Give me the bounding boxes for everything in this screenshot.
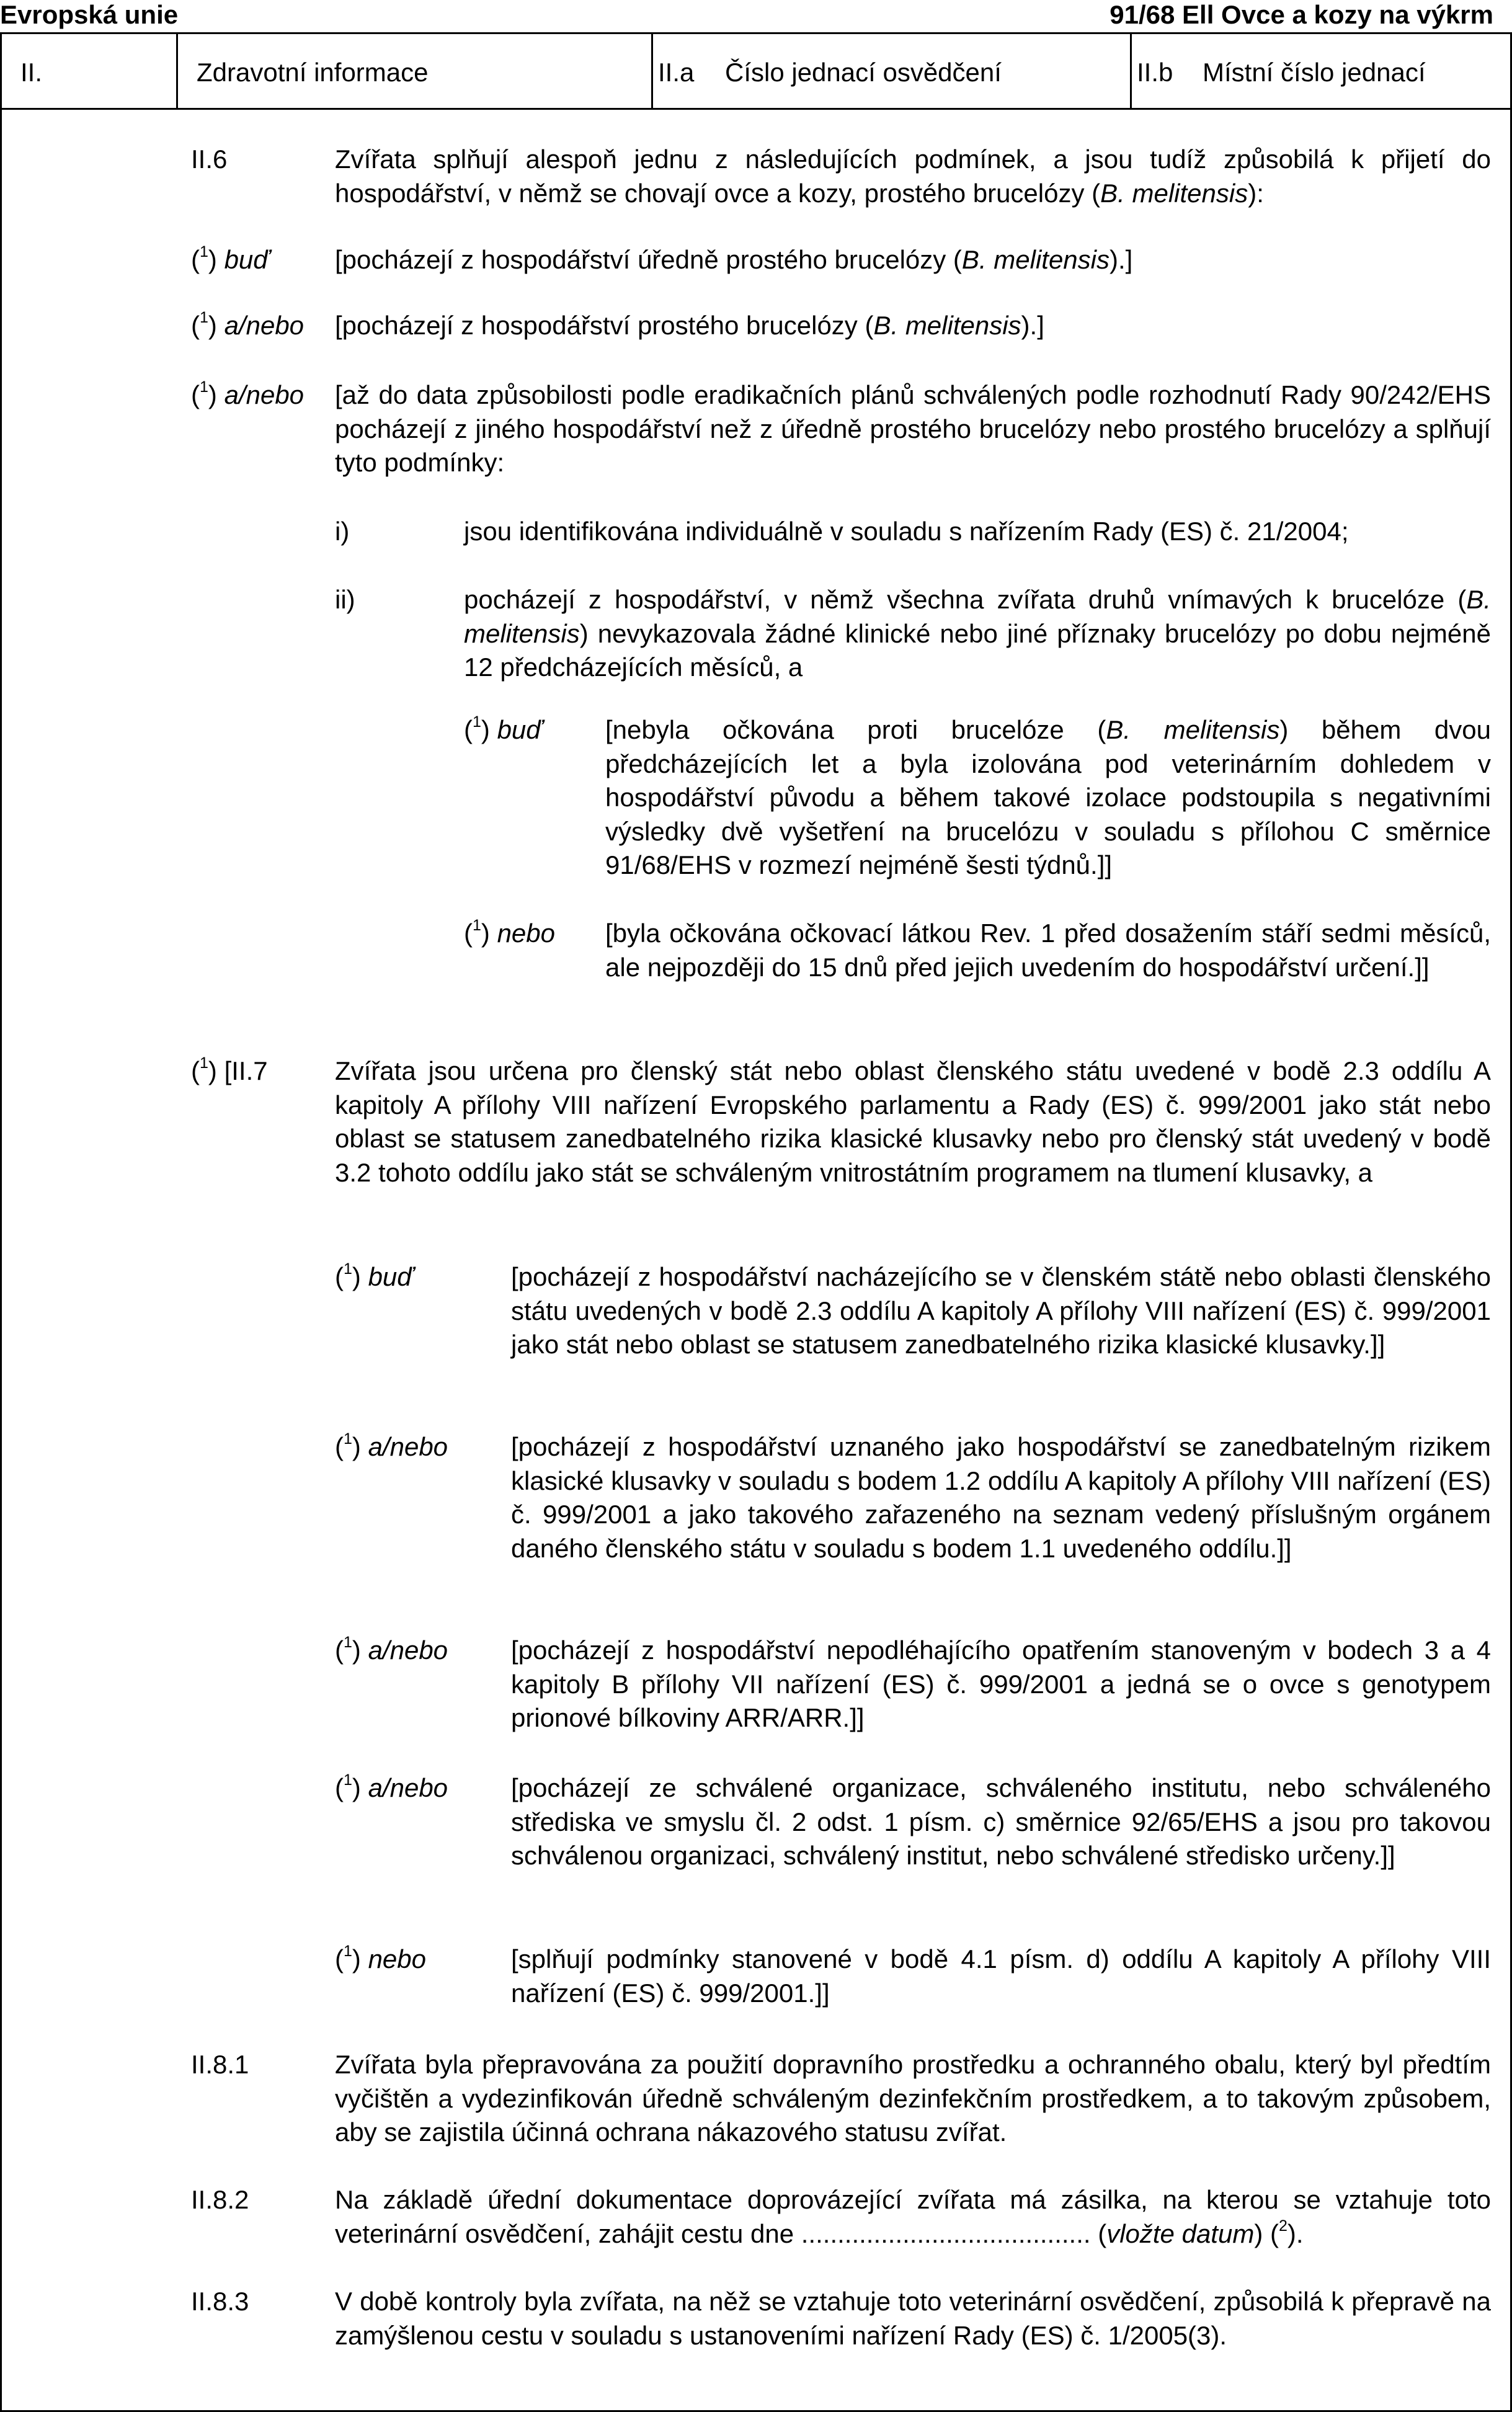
item-ii8-3-text: V době kontroly byla zvířata, na něž se vztahuje toto veterinární osvědčení, způsobilá k přepravě na zamýšlenou cestu v souladu s ustanoveními nařízení Rady (ES) č. 1/2005(3).: [335, 2287, 1491, 2350]
option-official-free-text: [pocházejí z hospodářství úředně prostého brucelózy (B. melitensis).]: [335, 245, 1133, 274]
option-scrapie-conditions-text: [splňují podmínky stanovené v bodě 4.1 písm. d) oddílu A kapitoly A přílohy VIII nařízení (ES) č. 999/2001.]]: [511, 1944, 1491, 2008]
condition-ii-text: pocházejí z hospodářství, v němž všechna zvířata druhů vnímavých k brucelóze (B. melitensis) nevykazovala žádné klinické nebo jiné příznaky brucelózy po dobu nejméně 12 předcházejících měsíců, a: [464, 585, 1491, 682]
option-label: ($^1$) nebo: [464, 917, 556, 948]
item-ii8-2-label: II.8.2: [191, 2185, 249, 2214]
option-approved-body-text: [pocházejí ze schválené organizace, schváleného institutu, nebo schváleného střediska ve smyslu čl. 2 odst. 1 písm. c) směrnice 92/65/EHS a jsou pro takovou schválenou organizaci, schválený institut, nebo schválené středisko určeny.]]: [511, 1773, 1491, 1870]
option-scrapie-member-state-text: [pocházejí z hospodářství nacházejícího se v členském státě nebo oblasti členského státu uvedených v bodě 2.3 oddílu A kapitoly A přílohy VIII nařízení (ES) č. 999/2001 jako stát nebo oblast se statusem zanedbatelného rizika klasické klusavky.]]: [511, 1262, 1491, 1359]
option-vaccinated-text: [byla očkována očkovací látkou Rev. 1 před dosažením stáří sedmi měsíců, ale nejpozději do 15 dnů před jejich uvedením do hospodářství určení.]]: [605, 919, 1491, 982]
item-ii6-label: II.6: [191, 145, 228, 174]
reference-number-cell: [653, 34, 1132, 108]
item-ii7-text: Zvířata jsou určena pro členský stát nebo oblast členského státu uvedené v bodě 2.3 oddílu A kapitoly A přílohy VIII nařízení Evropského parlamentu a Rady (ES) č. 999/2001 jako stát nebo oblast se statusem zanedbatelného rizika klasické klusavky nebo pro členský stát uvedený v bodě 3.2 tohoto oddílu jako stát se schváleným vnitrostátním programem na tlumení klusavky, a: [335, 1056, 1491, 1187]
header-left-title: Evropská unie: [0, 0, 179, 29]
section-cell: [2, 34, 178, 108]
option-label: ($^1$) a/nebo: [335, 1634, 448, 1665]
item-ii8-3-label: II.8.3: [191, 2287, 249, 2316]
condition-i-label: i): [335, 517, 350, 546]
item-ii8-2-text: Na základě úřední dokumentace doprovázející zvířata má zásilka, na kterou se vztahuje toto veterinární osvědčení, zahájit cestu dne ........................................ (vložte datum) ($^2$).: [335, 2185, 1491, 2248]
reference-number-code: II.a: [658, 58, 695, 87]
option-label: ($^1$) a/nebo: [191, 309, 305, 340]
condition-ii-label: ii): [335, 585, 355, 614]
local-number-cell: [1132, 34, 1510, 108]
option-label: ($^1$) a/nebo: [335, 1771, 448, 1802]
condition-i-text: jsou identifikována individuálně v souladu s nařízením Rady (ES) č. 21/2004;: [464, 517, 1349, 546]
option-label: ($^1$) a/nebo: [335, 1430, 448, 1461]
item-ii6-text: Zvířata splňují alespoň jednu z následujících podmínek, a jsou tudíž způsobilá k přijetí do hospodářství, v němž se chovají ovce a kozy, prostého brucelózy (B. melitensis):: [335, 145, 1491, 208]
option-not-vaccinated-text: [nebyla očkována proti brucelóze (B. melitensis) během dvou předcházejících let a byla izolována pod veterinárním dohledem v hospodářství původu a během takové izolace podstoupila s negativními výsledky dvě vyšetření na brucelózu v souladu s přílohou C směrnice 91/68/EHS v rozmezí nejméně šesti týdnů.]]: [605, 715, 1492, 879]
health-info-cell: [178, 34, 653, 108]
item-ii8-1-text: Zvířata byla přepravována za použití dopravního prostředku a ochranného obalu, který byl předtím vyčištěn a vydezinfikován úředně schváleným dezinfekčním prostředkem, a to takovým způsobem, aby se zajistila účinná ochrana nákazového statusu zvířat.: [335, 2050, 1491, 2147]
reference-number-label: Číslo jednací osvědčení: [725, 58, 1002, 87]
option-label: ($^1$) buď: [464, 713, 543, 744]
option-label: ($^1$) buď: [191, 243, 270, 274]
option-free-text: [pocházejí z hospodářství prostého brucelózy (B. melitensis).]: [335, 311, 1044, 340]
option-eradication-plan-text: [až do data způsobilosti podle eradikačních plánů schválených podle rozhodnutí Rady 90/242/EHS pocházejí z jiného hospodářství než z úředně prostého brucelózy nebo prostého brucelózy a splňují tyto podmínky:: [335, 380, 1491, 477]
page-header: [0, 0, 1512, 32]
item-ii7-label: ($^1$) [II.7: [191, 1054, 268, 1085]
option-label: ($^1$) buď: [335, 1260, 414, 1291]
section-label: II.: [20, 58, 43, 87]
local-number-code: II.b: [1137, 58, 1173, 87]
local-number-label: Místní číslo jednací: [1203, 58, 1426, 87]
header-row: [2, 34, 1510, 110]
option-label: ($^1$) a/nebo: [191, 378, 305, 409]
health-info-label: Zdravotní informace: [197, 58, 429, 87]
option-scrapie-genotype-text: [pocházejí z hospodářství nepodléhajícího opatřením stanoveným v bodech 3 a 4 kapitoly B přílohy VII nařízení (ES) č. 999/2001 a jedná se o ovce s genotypem prionové bílkoviny ARR/ARR.]]: [511, 1635, 1491, 1732]
option-scrapie-holding-text: [pocházejí z hospodářství uznaného jako hospodářství se zanedbatelným rizikem klasické klusavky v souladu s bodem 1.2 oddílu A kapitoly A přílohy VIII nařízení (ES) č. 999/2001 a jako takového zařazeného na seznam vedený příslušným orgánem daného členského státu v souladu s bodem 1.1 uvedeného oddílu.]]: [511, 1432, 1491, 1563]
item-ii8-1-label: II.8.1: [191, 2050, 249, 2079]
date-placeholder: vložte datum: [1106, 2218, 1255, 2248]
header-right-title: 91/68 Ell Ovce a kozy na výkrm: [1110, 0, 1493, 29]
option-label: ($^1$) nebo: [335, 1943, 427, 1974]
